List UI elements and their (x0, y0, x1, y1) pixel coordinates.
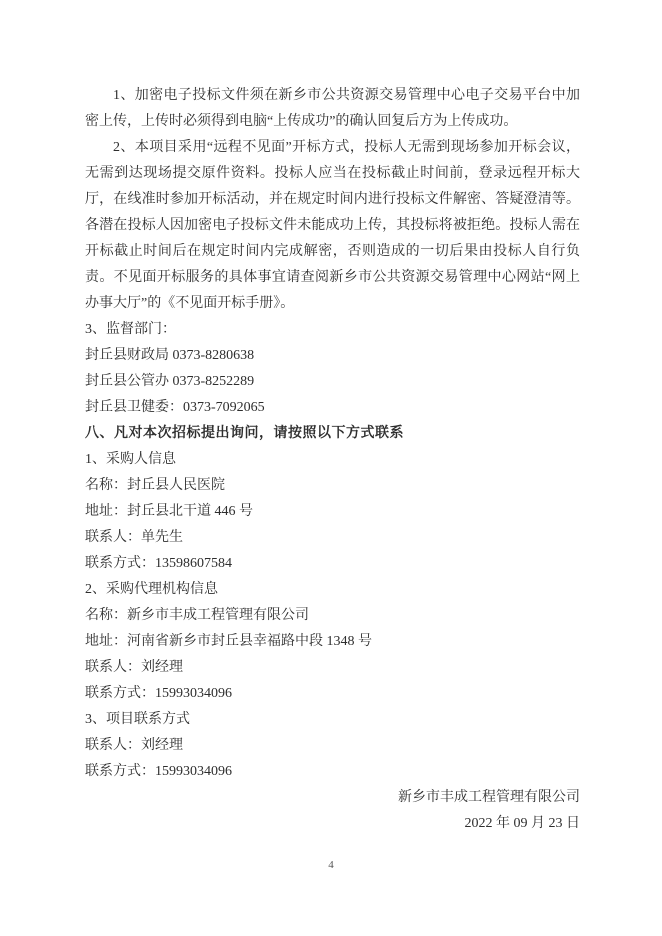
agency-contact-phone: 联系方式：15993034096 (85, 686, 232, 701)
project-contact-person: 联系人：刘经理 (85, 738, 183, 753)
project-contact-phone: 联系方式：15993034096 (85, 764, 232, 779)
purchaser-name: 名称：封丘县人民医院 (85, 478, 225, 493)
paragraph-remote-bid-opening: 2、本项目采用“远程不见面”开标方式，投标人无需到现场参加开标会议，无需到达现场提交原件资料。投标人应当在投标截止时间前，登录远程开标大厅，在线准时参加开标活动，并在规定时间内进行投标文件解密、答疑澄清等。各潜在投标人因加密电子投标文件未能成功上传，其投标将被拒绝。投标人需在开标截止时间后在规定时间内完成解密，否则造成的一切后果由投标人自行负责。不见面开标服务的具体事宜请查阅新乡市公共资源交易管理中心网站“网上办事大厅”的《不见面开标手册》。 (85, 140, 580, 311)
supervision-heading: 3、监督部门： (85, 322, 176, 337)
supervision-dept-finance-bureau: 封丘县财政局 0373-8280638 (85, 348, 255, 363)
document-content (85, 83, 580, 837)
purchaser-contact-phone: 联系方式：13598607584 (85, 556, 232, 571)
purchaser-contact-person: 联系人：单先生 (85, 530, 183, 545)
agency-info-heading: 2、采购代理机构信息 (85, 582, 218, 597)
purchaser-address: 地址：封丘县北干道 446 号 (85, 504, 253, 519)
page-number: 4 (328, 859, 334, 871)
supervision-dept-public-admin-office: 封丘县公管办 0373-8252289 (85, 374, 255, 389)
agency-address: 地址：河南省新乡市封丘县幸福路中段 1348 号 (85, 634, 372, 649)
agency-contact-person: 联系人：刘经理 (85, 660, 183, 675)
purchaser-info-heading: 1、采购人信息 (85, 452, 176, 467)
agency-name: 名称：新乡市丰成工程管理有限公司 (85, 608, 309, 623)
signature-date: 2022 年 09 月 23 日 (464, 816, 580, 831)
paragraph-encrypted-upload: 1、加密电子投标文件须在新乡市公共资源交易管理中心电子交易平台中加密上传，上传时必须得到电脑“上传成功”的确认回复后方为上传成功。 (85, 88, 580, 129)
signature-company-name: 新乡市丰成工程管理有限公司 (398, 790, 580, 805)
section8-heading: 八、凡对本次招标提出询问，请按照以下方式联系 (85, 426, 404, 441)
supervision-dept-health-commission: 封丘县卫健委：0373-7092065 (85, 400, 265, 415)
project-contact-heading: 3、项目联系方式 (85, 712, 190, 727)
